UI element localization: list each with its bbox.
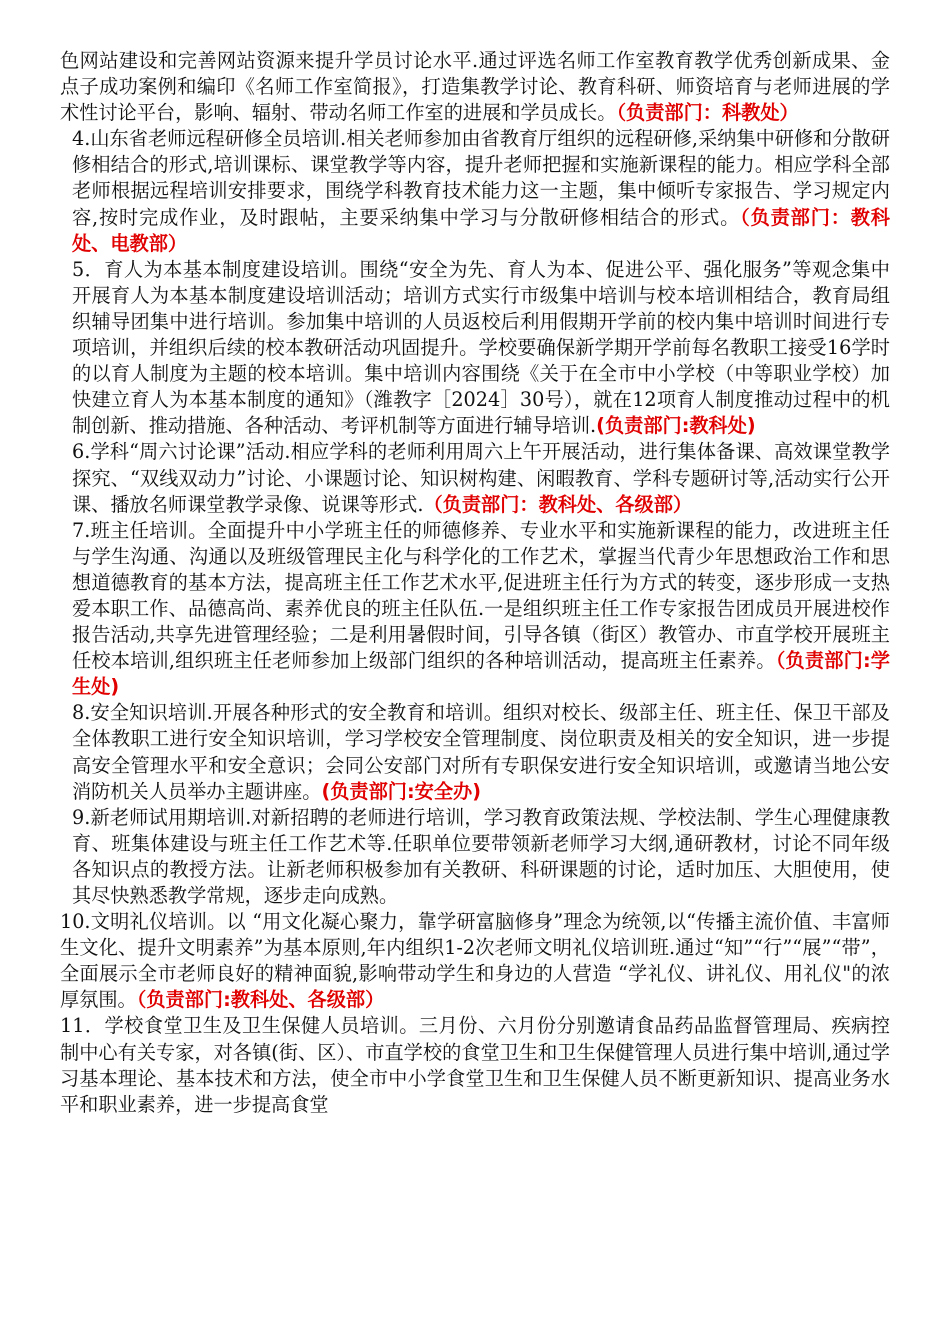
paragraph-text: 5．育人为本基本制度建设培训。围绕“安全为先、育人为本、促进公平、强化服务”等观念集中开展育人为本基本制度建设培训活动；培训方式实行市级集中培训与校本培训相结合，教育局组织辅导团集中进行培训。参加集中培训的人员返校后利用假期开学前的校内集中培训时间进行专项培训，并组织后续的校本教研活动巩固提升。学校要确保新学期开学前每名教职工接受16学时的以育人制度为主题的校本培训。集中培训内容围绕《关于在全市中小学校（中等职业学校）加快建立育人为本基本制度的通知》（潍教字［2024］30号），就在12项育人制度推动过程中的机制创新、推动措施、各种活动、考评机制等方面进行辅导培训. bbox=[72, 257, 890, 438]
paragraph-text: 6.学科“周六讨论课”活动.相应学科的老师利用周六上午开展活动，进行集体备课、高效课堂教学探究、“双线双动力”讨论、小课题讨论、知识树构建、闲暇教育、学科专题研讨等,活动实行公开课、播放名师课堂教学录像、说课等形式. bbox=[72, 440, 890, 516]
paragraph-text: 8.安全知识培训.开展各种形式的安全教育和培训。组织对校长、级部主任、班主任、保卫干部及全体教职工进行安全知识培训，学习学校安全管理制度、岗位职责及相关的安全知识，进一步提高安全管理水平和安全意识；会同公安部门对所有专职保安进行安全知识培训，或邀请当地公安消防机关人员举办主题讲座。 bbox=[72, 701, 890, 803]
responsible-department: （负责部门：教科处、电教部） bbox=[72, 205, 890, 255]
responsible-department: (负责部门:安全办) bbox=[321, 779, 481, 803]
paragraph-item-9 bbox=[60, 805, 890, 909]
paragraph-item-6 bbox=[60, 439, 890, 517]
responsible-department: （负责部门:教科处、各级部） bbox=[136, 988, 385, 1012]
paragraph-item-7 bbox=[60, 518, 890, 701]
responsible-department: (负责部门:教科处) bbox=[596, 414, 756, 438]
paragraph-text: 4.山东省老师远程研修全员培训.相关老师参加由省教育厅组织的远程研修,采纳集中研修和分散研修相结合的形式,培训课标、课堂教学等内容，提升老师把握和实施新课程的能力。相应学科全部老师根据远程培训安排要求，围绕学科教育技术能力这一主题，集中倾听专家报告、学习规定内容,按时完成作业，及时跟帖，主要采纳集中学习与分散研修相结合的形式。 bbox=[72, 127, 890, 229]
paragraph-text: 11．学校食堂卫生及卫生保健人员培训。三月份、六月份分别邀请食品药品监督管理局、疾病控制中心有关专家，对各镇(街、区）、市直学校的食堂卫生和卫生保健管理人员进行集中培训,通过学习基本理论、基本技术和方法，使全市中小学食堂卫生和卫生保健人员不断更新知识、提高业务水平和职业素养，进一步提高食堂 bbox=[60, 1014, 890, 1116]
responsible-department: （负责部门：教科处、各级部） bbox=[423, 492, 693, 516]
responsible-department: （负责部门:学生处) bbox=[72, 649, 890, 699]
paragraph-text: 色网站建设和完善网站资源来提升学员讨论水平.通过评选名师工作室教育教学优秀创新成果、金点子成功案例和编印《名师工作室简报》，打造集教学讨论、教育科研、师资培育与老师进展的学术性讨论平台，影响、辐射、带动名师工作室的进展和学员成长。 bbox=[60, 49, 890, 125]
paragraph-item-5 bbox=[60, 257, 890, 440]
paragraph-item-11 bbox=[60, 1013, 890, 1117]
paragraph-studio-continuation bbox=[60, 48, 890, 126]
paragraph-item-10 bbox=[60, 909, 890, 1013]
paragraph-text: 7.班主任培训。全面提升中小学班主任的师德修养、专业水平和实施新课程的能力，改进班主任与学生沟通、沟通以及班级管理民主化与科学化的工作艺术，掌握当代青少年思想政治工作和思想道德教育的基本方法，提高班主任工作艺术水平,促进班主任行为方式的转变，逐步形成一支热爱本职工作、品德高尚、素养优良的班主任队伍.一是组织班主任工作专家报告团成员开展进校作报告活动,共享先进管理经验；二是利用暑假时间，引导各镇（街区）教管办、市直学校开展班主任校本培训,组织班主任老师参加上级部门组织的各种培训活动，提高班主任素养。 bbox=[72, 518, 890, 673]
paragraph-text: 9.新老师试用期培训.对新招聘的老师进行培训，学习教育政策法规、学校法制、学生心理健康教育、班集体建设与班主任工作艺术等.任职单位要带领新老师学习大纲,通研教材，讨论不同年级各知识点的教授方法。让新老师积极参加有关教研、科研课题的讨论，适时加压、大胆使用，使其尽快熟悉教学常规，逐步走向成熟。 bbox=[72, 805, 890, 907]
paragraph-text: 10.文明礼仪培训。以 “用文化凝心聚力，靠学研富脑修身”理念为统领,以“传播主流价值、丰富师生文化、提升文明素养”为基本原则,年内组织1-2次老师文明礼仪培训班.通过“知”“行”“展”“带”，全面展示全市老师良好的精神面貌,影响带动学生和身边的人营造 “学礼仪、讲礼仪、用礼仪"的浓厚氛围。 bbox=[60, 910, 890, 1012]
paragraph-item-8 bbox=[60, 700, 890, 804]
paragraph-item-4 bbox=[60, 126, 890, 256]
responsible-department: （负责部门：科教处） bbox=[616, 101, 799, 125]
document-page bbox=[60, 48, 890, 1118]
